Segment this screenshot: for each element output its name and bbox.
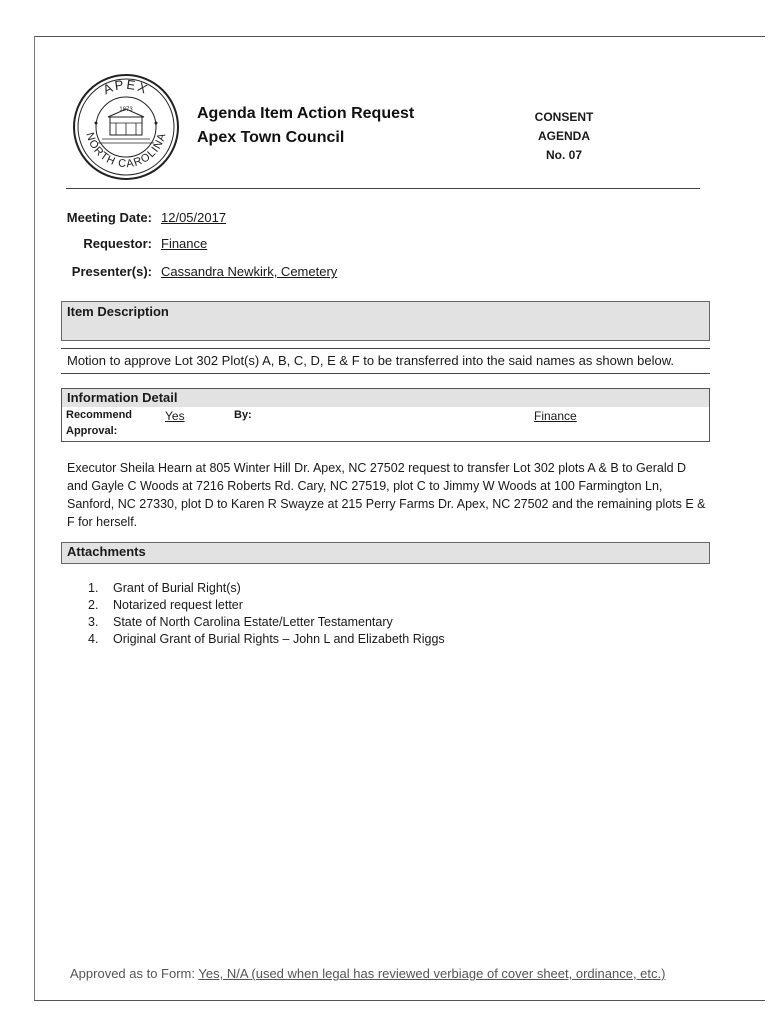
consent-agenda-number: No. 07 <box>545 148 582 162</box>
motion-text: Motion to approve Lot 302 Plot(s) A, B, C, D, E & F to be transferred into the said names as shown below. <box>67 353 674 368</box>
list-item <box>88 597 445 614</box>
list-item <box>88 580 445 597</box>
approved-as-to-form <box>70 966 665 981</box>
list-item-number: 3. <box>88 615 99 629</box>
information-detail-section <box>61 388 710 442</box>
meeting-date-value: 12/05/2017 <box>161 210 227 225</box>
recommend-value: Yes <box>165 409 185 423</box>
list-item <box>88 614 445 631</box>
motion-top-rule <box>61 348 710 349</box>
list-item-text: Notarized request letter <box>113 598 243 612</box>
consent-agenda-label: CONSENT AGENDA <box>534 110 594 143</box>
footer-label: Approved as to Form: <box>70 966 195 981</box>
information-paragraph: Executor Sheila Hearn at 805 Winter Hill Dr. Apex, NC 27502 request to transfer Lot 302 plots A & B to Gerald D and Gayle C Woods at 7216 Roberts Rd. Cary, NC 27519, plot C to Jimmy W Woods at 100 Farmington Ln, Sanford, NC 27330, plot D to Karen R Swayze at 215 Perry Farms Dr. Apex, NC 27502 and the remaining plots E & F for herself. <box>67 461 706 529</box>
item-description-heading: Item Description <box>67 304 169 319</box>
list-item-text: Grant of Burial Right(s) <box>113 581 241 595</box>
title-line-1: Agenda Item Action Request <box>197 105 415 122</box>
title-line-2: Apex Town Council <box>197 129 345 146</box>
list-item-number: 4. <box>88 632 99 646</box>
approval-label: Approval: <box>66 425 118 437</box>
header-divider <box>66 188 700 189</box>
meeting-date-label: Meeting Date: <box>66 210 152 225</box>
attachments-section <box>61 542 710 564</box>
requestor-value: Finance <box>161 236 208 251</box>
list-item-text: State of North Carolina Estate/Letter Testamentary <box>113 615 393 629</box>
item-description-section <box>61 301 710 341</box>
footer-value: Yes, N/A (used when legal has reviewed verbiage of cover sheet, ordinance, etc.) <box>198 966 666 981</box>
presenters-value: Cassandra Newkirk, Cemetery <box>161 264 338 279</box>
by-value: Finance <box>534 409 577 423</box>
town-seal-logo <box>72 73 180 181</box>
by-label: By: <box>234 409 252 421</box>
motion-bottom-rule <box>61 373 710 374</box>
attachments-heading: Attachments <box>67 544 146 559</box>
list-item-number: 2. <box>88 598 99 612</box>
presenters-label: Presenter(s): <box>71 264 152 279</box>
information-detail-heading: Information Detail <box>67 390 178 405</box>
list-item-text: Original Grant of Burial Rights – John L and Elizabeth Riggs <box>113 632 445 646</box>
consent-agenda-block <box>508 108 620 165</box>
attachments-list <box>88 580 445 648</box>
recommend-label: Recommend <box>66 409 133 421</box>
document-title <box>197 102 414 150</box>
list-item-number: 1. <box>88 581 99 595</box>
svg-text:1873: 1873 <box>119 107 133 113</box>
svg-text:APEX: APEX <box>100 76 152 98</box>
svg-text:NORTH CAROLINA: NORTH CAROLINA <box>83 131 169 171</box>
requestor-label: Requestor: <box>83 236 152 251</box>
list-item <box>88 631 445 648</box>
